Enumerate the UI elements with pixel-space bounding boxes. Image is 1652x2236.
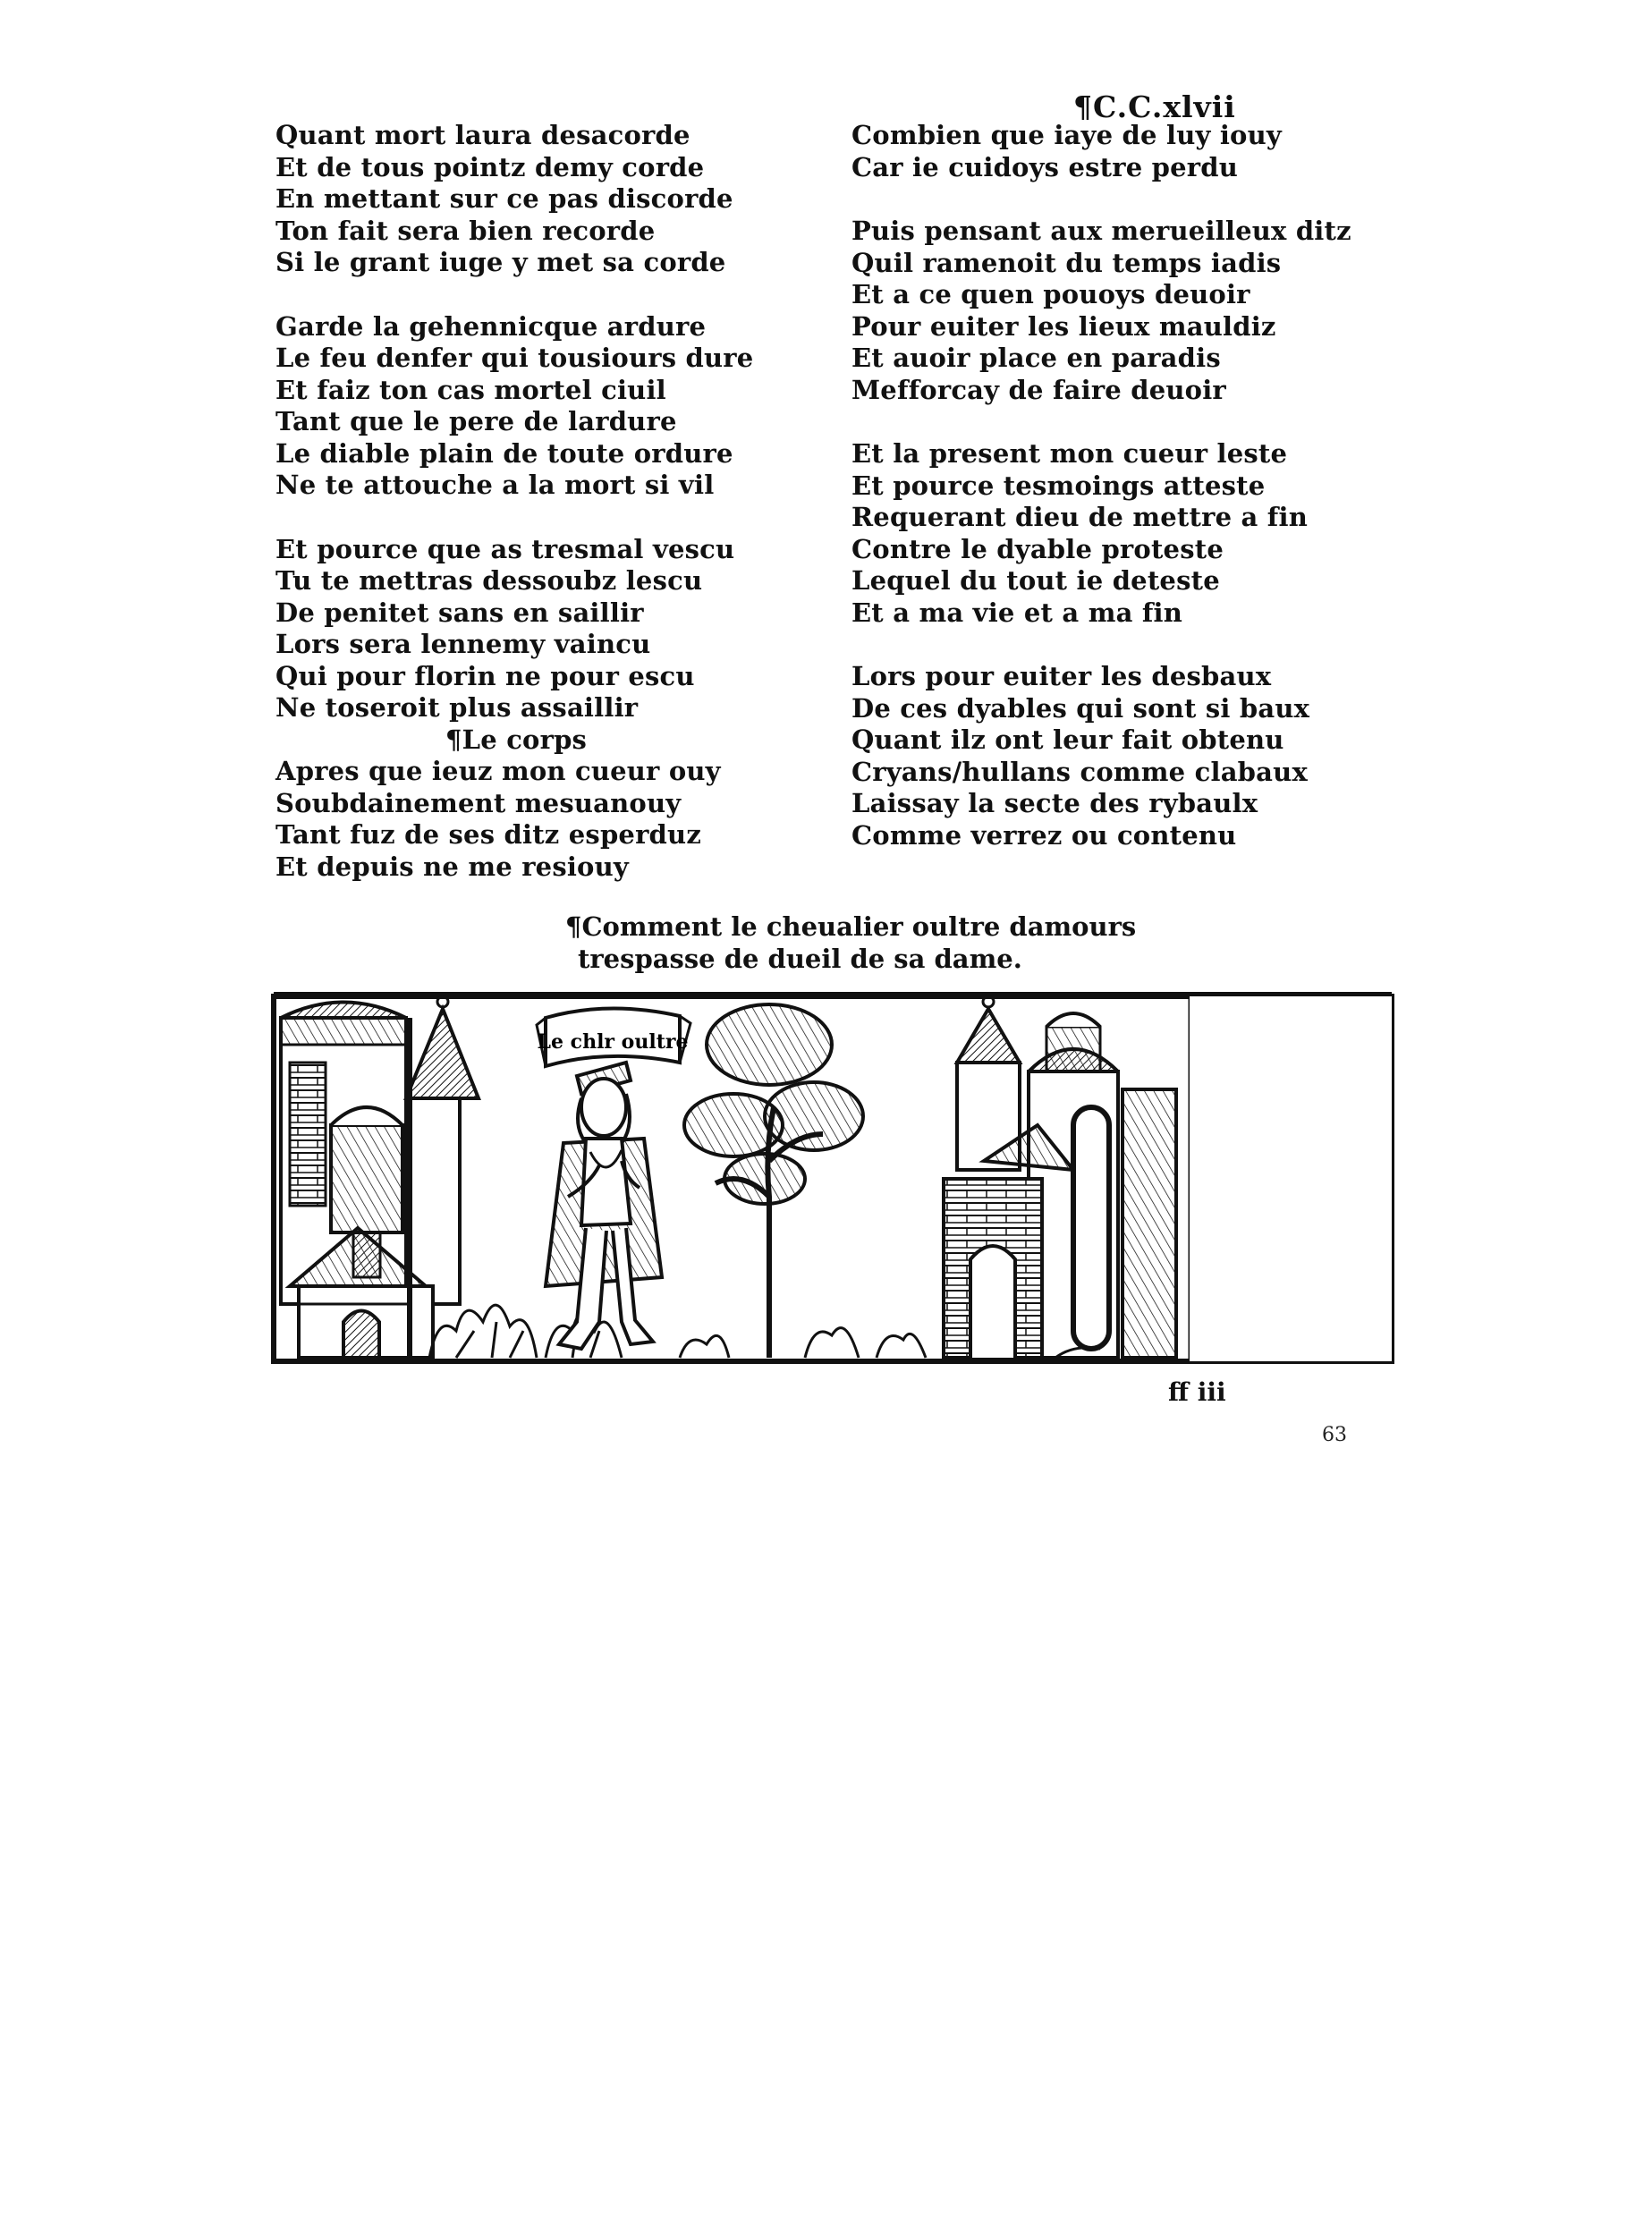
signature-mark: ff iii xyxy=(1168,1377,1226,1407)
left-stanza-4 xyxy=(275,756,848,883)
heading-line-1-text: Comment le cheualier oultre damours xyxy=(581,911,1137,942)
verse-line: Ne toseroit plus assaillir xyxy=(275,692,639,723)
verse-line: Laissay la secte des rybaulx xyxy=(851,788,1258,818)
chapter-heading xyxy=(565,910,1136,975)
verse-line: Lors sera lennemy vaincu xyxy=(275,629,651,659)
verse-line: Le feu denfer qui tousiours dure xyxy=(275,343,754,373)
right-stanza-3 xyxy=(851,438,1478,629)
verse-line: Car ie cuidoys estre perdu xyxy=(851,151,1239,182)
verse-line: Et de tous pointz demy corde xyxy=(275,151,705,182)
rubric-text: Le corps xyxy=(462,724,588,755)
verse-line: Soubdainement mesuanouy xyxy=(275,787,682,818)
verse-line: Lequel du tout ie deteste xyxy=(851,565,1220,596)
rubric-le-corps xyxy=(275,724,848,757)
verse-line: Et pource que as tresmal vescu xyxy=(275,533,735,564)
verse-line: Qui pour florin ne pour escu xyxy=(275,660,695,691)
verse-line: Garde la gehennicque ardure xyxy=(275,310,707,342)
verse-line: Tu te mettras dessoubz lescu xyxy=(275,565,703,596)
banner-scroll xyxy=(537,1008,690,1066)
heading-line-1 xyxy=(565,910,1136,943)
verse-line: Cryans/hullans comme clabaux xyxy=(851,756,1308,787)
verse-line: Et a ma vie et a ma fin xyxy=(851,597,1183,628)
verse-line: Et a ce quen pouoys deuoir xyxy=(851,279,1250,309)
verse-line: Mefforcay de faire deuoir xyxy=(851,374,1226,405)
verse-line: Ne te attouche a la mort si vil xyxy=(275,470,715,500)
verse-line: Tant que le pere de lardure xyxy=(275,406,677,436)
verse-line: Lors pour euiter les desbaux xyxy=(851,661,1272,691)
woodcut-illustration xyxy=(268,991,1397,1367)
verse-line: Quil ramenoit du temps iadis xyxy=(851,247,1282,278)
verse-line: Comme verrez ou contenu xyxy=(851,819,1237,851)
woodcut-svg xyxy=(268,991,1397,1367)
verse-line: Le diable plain de toute ordure xyxy=(275,437,733,469)
woodcut-right-panel xyxy=(1190,996,1392,1361)
paragraph-mark-icon: ¶ xyxy=(1073,89,1093,124)
right-stanza-1 xyxy=(851,120,1478,183)
page-number: 63 xyxy=(1322,1424,1347,1446)
verse-line: Et depuis ne me resiouy xyxy=(275,851,629,882)
right-stanza-2 xyxy=(851,216,1478,406)
verse-line: De penitet sans en saillir xyxy=(275,597,644,628)
right-stanza-4 xyxy=(851,661,1478,851)
left-stanza-1 xyxy=(275,120,848,279)
left-castle xyxy=(281,996,479,1358)
paragraph-mark-icon: ¶ xyxy=(565,911,582,942)
verse-line: Ton fait sera bien recorde xyxy=(275,215,656,246)
verse-line: Pour euiter les lieux mauldiz xyxy=(851,310,1276,342)
heading-line-2: trespasse de dueil de sa dame. xyxy=(578,944,1022,974)
verse-line: Quant mort laura desacorde xyxy=(275,120,690,150)
verse-line: Puis pensant aux merueilleux ditz xyxy=(851,216,1351,246)
verse-line: Et faiz ton cas mortel ciuil xyxy=(275,374,666,405)
verse-line: En mettant sur ce pas discorde xyxy=(275,183,733,214)
verse-line: Et auoir place en paradis xyxy=(851,343,1221,373)
verse-line: Tant fuz de ses ditz esperduz xyxy=(275,819,701,850)
verse-line: Et la present mon cueur leste xyxy=(851,438,1288,469)
verse-line: Et pource tesmoings atteste xyxy=(851,470,1266,501)
paragraph-mark-icon: ¶ xyxy=(445,724,462,755)
verse-line: Si le grant iuge y met sa corde xyxy=(275,247,726,277)
verse-line: Quant ilz ont leur fait obtenu xyxy=(851,724,1284,755)
verse-line: Requerant dieu de mettre a fin xyxy=(851,502,1308,532)
verse-line: Apres que ieuz mon cueur ouy xyxy=(275,756,721,786)
left-stanza-2 xyxy=(275,311,848,502)
verse-line: Combien que iaye de luy iouy xyxy=(851,120,1282,150)
left-stanza-3 xyxy=(275,534,848,724)
left-column xyxy=(275,120,848,883)
banner-text: Le chlr oultre xyxy=(537,1030,689,1054)
verse-line: De ces dyables qui sont si baux xyxy=(851,692,1310,724)
folio-text: C.C.xlvii xyxy=(1093,89,1236,124)
right-column xyxy=(851,120,1478,884)
verse-line: Contre le dyable proteste xyxy=(851,533,1224,564)
